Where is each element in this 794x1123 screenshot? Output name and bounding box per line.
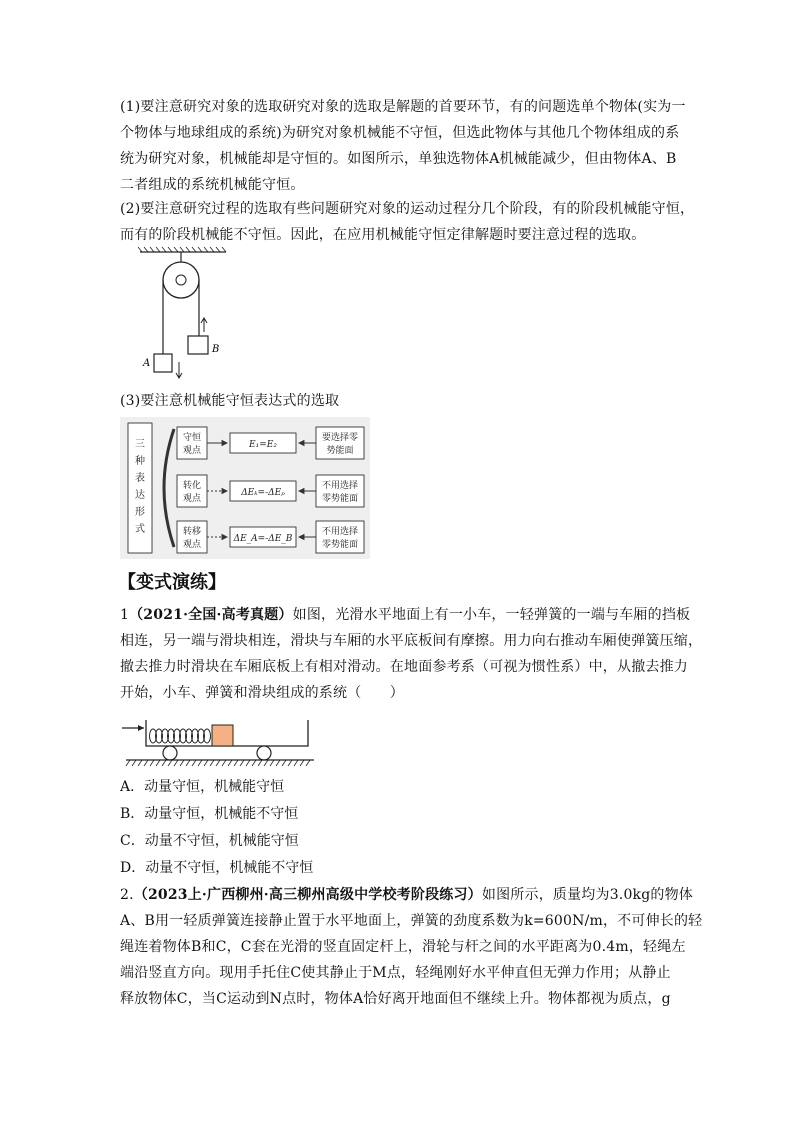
note-label: 不用选择	[321, 481, 359, 491]
text-line: 统为研究对象，机械能却是守恒的。如图所示，单独选物体A机械能减少，但由物体A、B	[120, 151, 677, 167]
question-line	[120, 882, 693, 908]
slider-block	[212, 725, 233, 746]
viewpoint-label: 观点	[182, 540, 202, 550]
wheel-icon	[163, 746, 177, 760]
text-line: 而有的阶段机械能不守恒。因此，在应用机械能守恒定律解题时要注意过程的选取。	[120, 227, 646, 243]
text-line: (3)要注意机械能守恒表达式的选取	[120, 393, 340, 409]
paragraph-research-process	[120, 196, 695, 248]
viewpoint-label: 转化	[182, 481, 202, 491]
question-line: 端沿竖直方向。现用手托住C使其静止于M点，轻绳刚好水平伸直但无弹力作用；从静止	[120, 965, 671, 981]
option-c[interactable]: C．动量不守恒，机械能守恒	[120, 833, 299, 849]
note-label: 零势能面	[321, 494, 359, 504]
section-heading: 【变式演练】	[118, 572, 226, 593]
question-line: 绳连着物体B和C，C套在光滑的竖直固定杆上，滑轮与杆之间的水平距离为0.4m，轻绳左	[120, 939, 686, 955]
text-line: (2)要注意研究过程的选取有些问题研究对象的运动过程分几个阶段，有的阶段机械能守恒，	[120, 201, 695, 217]
formula-text: ΔEₖ=-ΔEₚ	[241, 488, 285, 498]
option-d[interactable]: D．动量不守恒，机械能不守恒	[120, 860, 314, 876]
note-label: 势能面	[326, 446, 354, 456]
question-line: 撤去推力时滑块在车厢底板上有相对滑动。在地面参考系（可视为惯性系）中，从撤去推力	[120, 659, 688, 675]
expression-forms-diagram	[120, 417, 370, 559]
question-line: A、B用一轻质弹簧连接静止置于水平地面上，弹簧的劲度系数为k=600N/m，不可伸长的轻	[120, 913, 703, 929]
cart-figure	[118, 716, 318, 770]
note-label: 零势能面	[321, 540, 359, 550]
question-text: 如图所示，质量均为3.0kg的物体	[481, 887, 693, 903]
viewpoint-label: 观点	[182, 446, 202, 456]
arrow-right-icon	[138, 725, 144, 731]
question-1	[120, 602, 703, 706]
viewpoint-label: 转移	[182, 527, 202, 537]
paragraph-expression-choice	[120, 388, 680, 414]
wheel-icon	[257, 746, 271, 760]
label-b: B	[212, 344, 220, 355]
block-a	[154, 354, 172, 372]
question-number: 1	[120, 607, 130, 623]
option-b[interactable]: B．动量守恒，机械能不守恒	[120, 806, 299, 822]
note-label: 不用选择	[321, 527, 359, 537]
pulley-figure	[138, 246, 230, 380]
question-line: 相连，另一端与滑块相连，滑块与车厢的水平底板间有摩擦。用力向右推动车厢使弹簧压缩，	[120, 633, 703, 649]
viewpoint-label: 观点	[182, 494, 202, 504]
question-2	[120, 882, 703, 1012]
option-a[interactable]: A．动量守恒，机械能守恒	[120, 779, 285, 795]
question-line: 开始，小车、弹簧和滑块组成的系统（ ）	[120, 685, 404, 701]
text-line: 二者组成的系统机械能守恒。	[120, 177, 305, 193]
question-number: 2.	[120, 887, 134, 903]
viewpoint-label: 守恒	[182, 433, 202, 443]
side-label: 三种表达形式	[135, 439, 145, 535]
question-text: 如图，光滑水平地面上有一小车，一轻弹簧的一端与车厢的挡板	[292, 607, 691, 623]
question-source: （2021·全国·高考真题）	[129, 607, 293, 623]
block-b	[188, 336, 208, 354]
text-line: 个物体与地球组成的系统)为研究对象机械能不守恒，但选此物体与其他几个物体组成的系	[120, 125, 680, 141]
question-line	[120, 602, 691, 628]
question-line: 释放物体C，当C运动到N点时，物体A恰好离开地面但不继续上升。物体都视为质点，g	[120, 991, 671, 1007]
label-a: A	[143, 358, 151, 369]
spring-icon	[150, 729, 211, 743]
formula-text: ΔE_A=-ΔE_B	[233, 534, 293, 544]
formula-text: E₁=E₂	[249, 440, 277, 450]
text-line: (1)要注意研究对象的选取研究对象的选取是解题的首要环节，有的问题选单个物体(实为一	[120, 99, 686, 115]
ground-hatch	[126, 760, 310, 766]
note-label: 要选择零	[321, 433, 359, 443]
paragraph-research-object	[120, 94, 686, 198]
question-source: （2023上·广西柳州·高三柳州高级中学校考阶段练习）	[133, 887, 482, 903]
